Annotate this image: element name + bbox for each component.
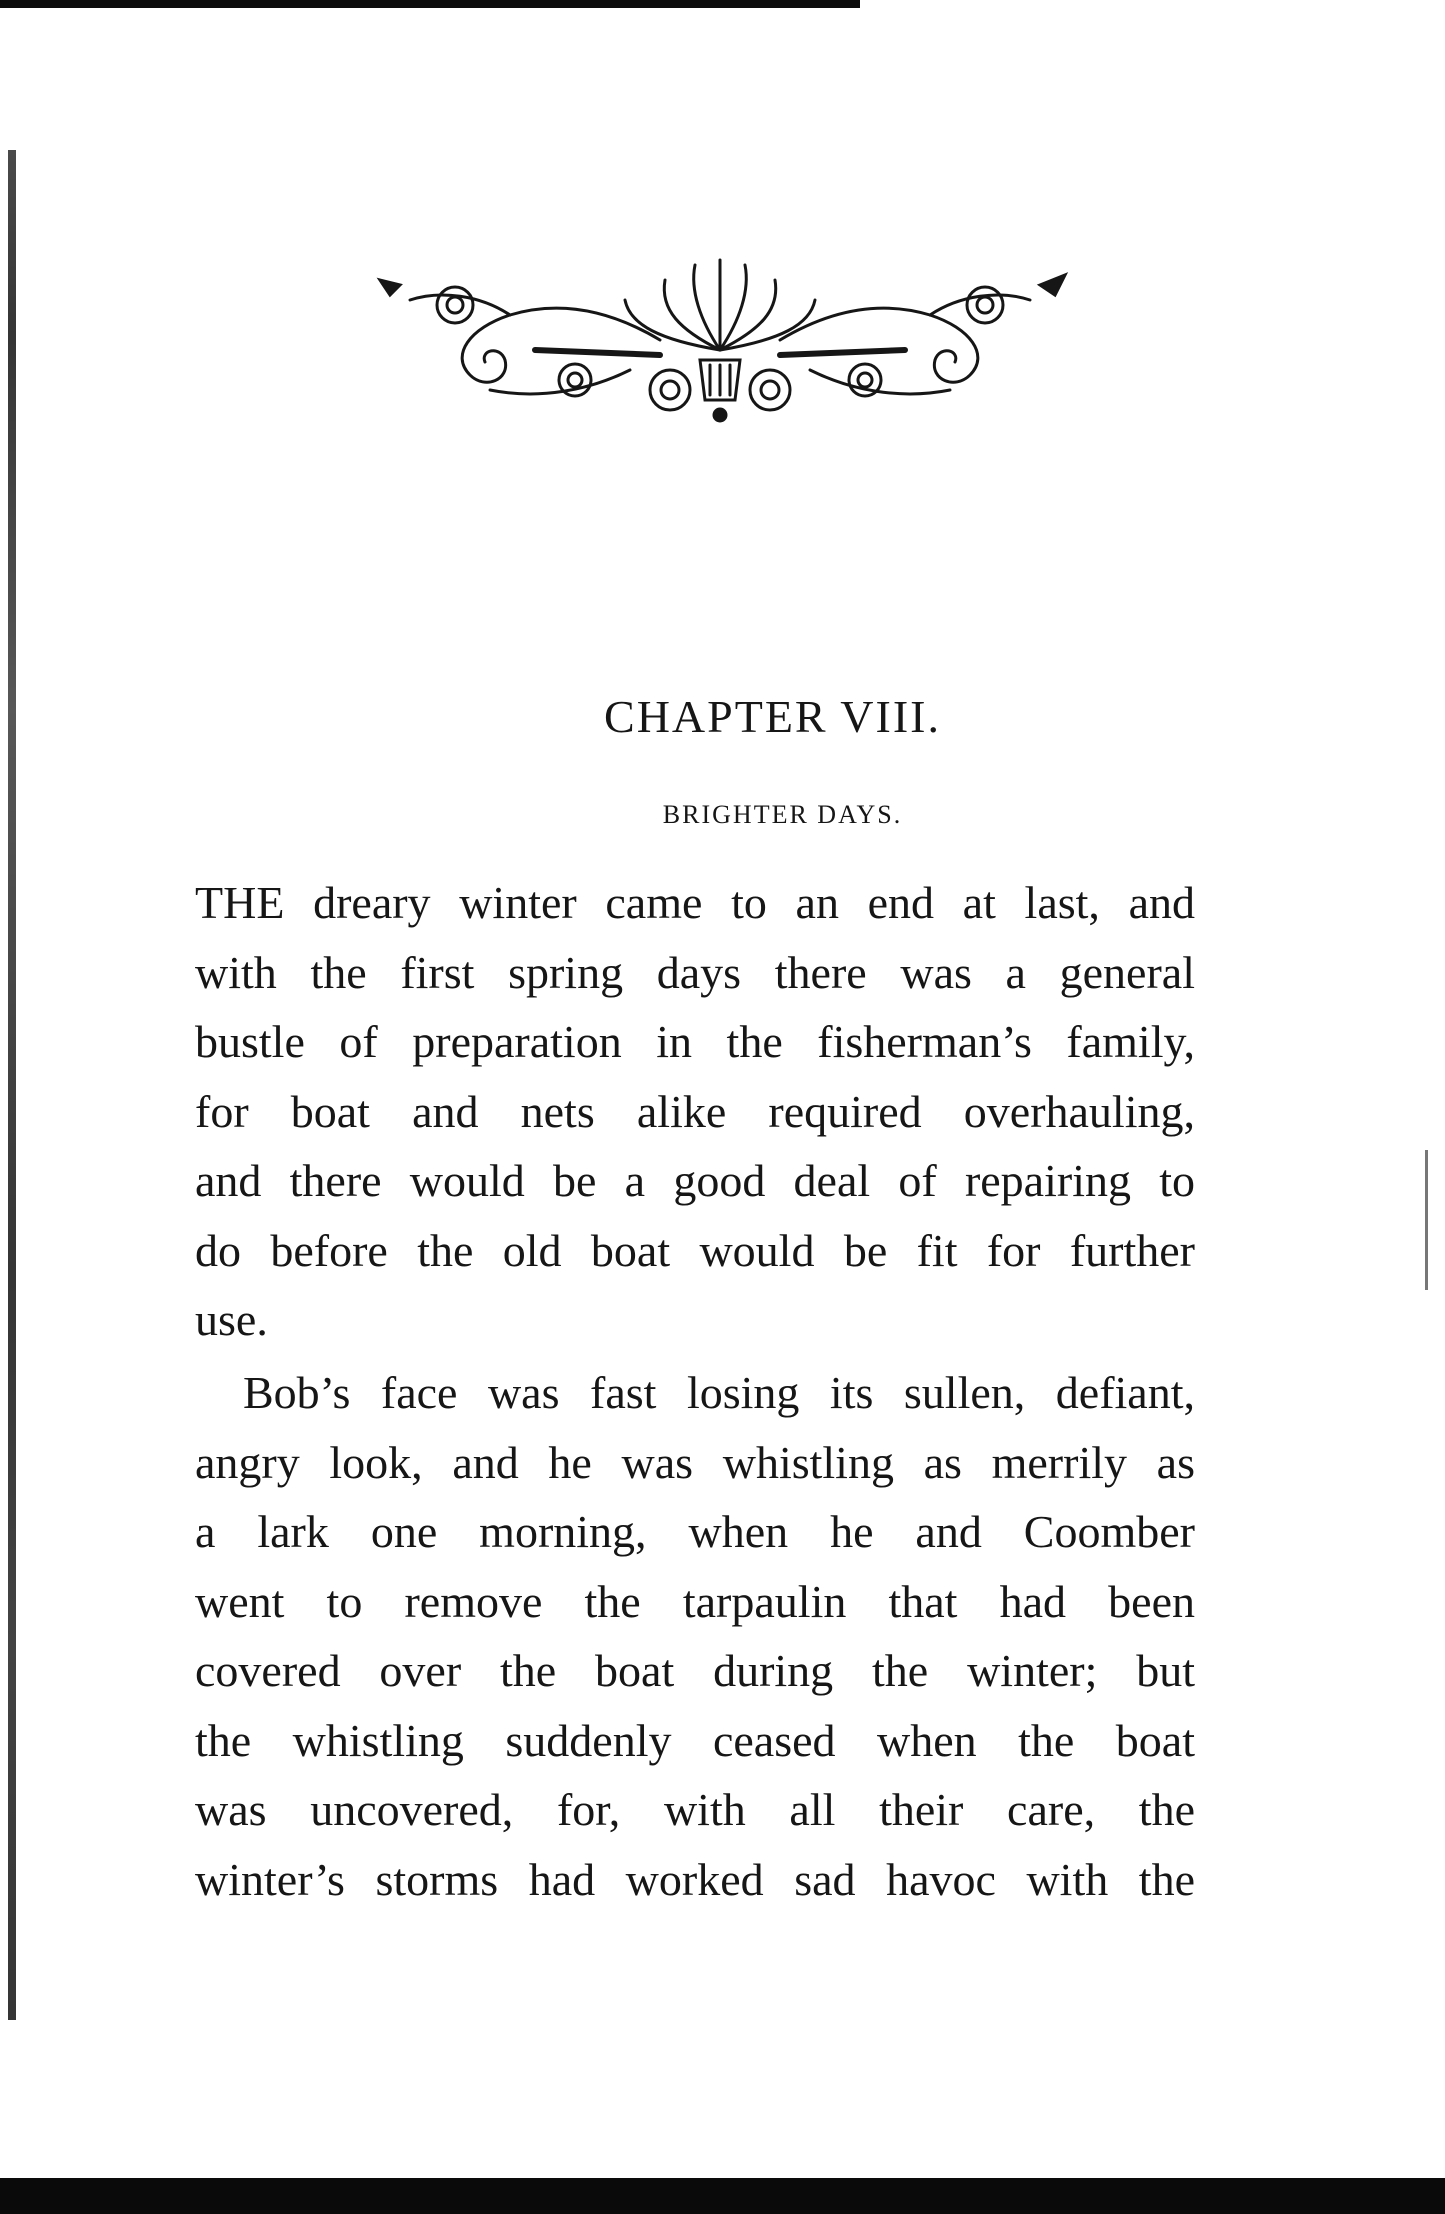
scan-mark-right <box>1425 1150 1428 1290</box>
text-line: for boat and nets alike required overhauling, <box>195 1085 1195 1137</box>
paragraph-1 <box>195 868 1195 1355</box>
text-line: do before the old boat would be fit for further <box>195 1224 1195 1276</box>
text-line: bustle of preparation in the fisherman’s family, <box>195 1016 1195 1067</box>
chapter-title: CHAPTER VIII. <box>604 691 941 742</box>
text-line: covered over the boat during the winter; but <box>195 1645 1195 1696</box>
chapter-subtitle: BRIGHTER DAYS. <box>662 800 903 829</box>
text-line: angry look, and he was whistling as merrily as <box>195 1436 1195 1488</box>
text-line: was uncovered, for, with all their care, the <box>195 1784 1195 1835</box>
scan-edge-left <box>8 150 16 2020</box>
text-line: a lark one morning, when he and Coomber <box>195 1506 1195 1557</box>
paragraph-2 <box>195 1358 1195 1914</box>
text-line: Bob’s face was fast losing its sullen, defiant, <box>243 1367 1195 1418</box>
text-line: THE dreary winter came to an end at last, and <box>195 877 1195 928</box>
text-line: with the first spring days there was a general <box>195 946 1195 998</box>
text-line: and there would be a good deal of repairing to <box>195 1155 1195 1206</box>
scan-edge-top <box>0 0 860 8</box>
text-line: the whistling suddenly ceased when the boat <box>195 1714 1195 1766</box>
floral-headpiece-ornament-icon <box>360 240 1080 430</box>
scan-edge-bottom <box>0 2178 1445 2214</box>
text-line: went to remove the tarpaulin that had been <box>195 1575 1195 1627</box>
text-line: winter’s storms had worked sad havoc with the <box>195 1853 1195 1905</box>
text-line: use. <box>195 1294 268 1345</box>
